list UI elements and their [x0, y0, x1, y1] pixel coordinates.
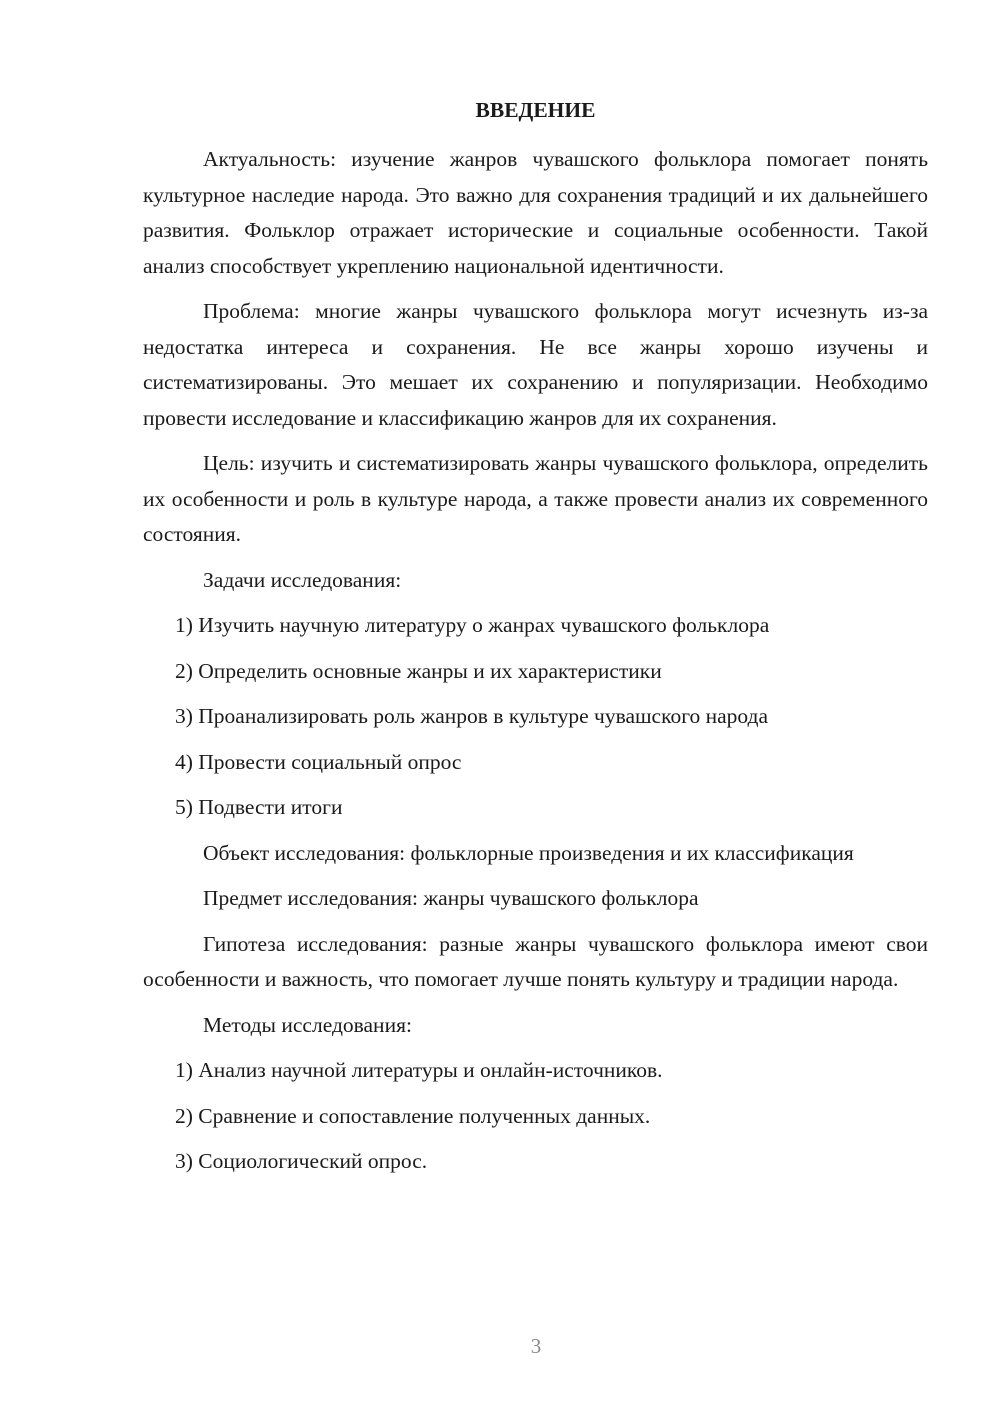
hypothesis-paragraph: Гипотеза исследования: разные жанры чувашского фольклора имеют свои особенности и важность, что помогает лучше понять культуру и традиции народа.: [143, 931, 928, 991]
goal-paragraph: Цель: изучить и систематизировать жанры чувашского фольклора, определить их особенности и роль в культуре народа, а также провести анализ их современного состояния.: [143, 451, 928, 546]
list-item: 2) Сравнение и сопоставление полученных данных.: [175, 1103, 651, 1128]
list-item: 3) Проанализировать роль жанров в культуре чувашского народа: [175, 704, 769, 728]
list-item: 3) Социологический опрос.: [175, 1149, 428, 1173]
list-item: 4) Провести социальный опрос: [175, 749, 462, 774]
list-item: 1) Изучить научную литературу о жанрах чувашского фольклора: [175, 613, 770, 637]
list-item: 1) Анализ научной литературы и онлайн-источников.: [175, 1058, 663, 1082]
page-number: 3: [530, 1334, 542, 1358]
document-page: [143, 96, 928, 1190]
tasks-list: [143, 608, 928, 826]
page-title: ВВЕДЕНИЕ: [475, 98, 596, 122]
methods-label: Методы исследования:: [203, 1012, 412, 1037]
subject-paragraph: Предмет исследования: жанры чувашского фольклора: [203, 886, 699, 910]
list-item: 2) Определить основные жанры и их характеристики: [175, 658, 662, 683]
relevance-paragraph: Актуальность: изучение жанров чувашского фольклора помогает понять культурное наследие народа. Это важно для сохранения традиций и их дальнейшего развития. Фольклор отражает исторические и социальные особенности. Такой анализ способствует укреплению национальной идентичности.: [143, 147, 928, 278]
object-paragraph: Объект исследования: фольклорные произведения и их классификация: [203, 840, 854, 865]
methods-list: [143, 1053, 928, 1180]
problem-paragraph: Проблема: многие жанры чувашского фольклора могут исчезнуть из-за недостатка интереса и сохранения. Не все жанры хорошо изучены и систематизированы. Это мешает их сохранению и популяризации. Необходимо провести исследование и классификацию жанров для их сохранения.: [143, 299, 928, 430]
tasks-label: Задачи исследования:: [203, 567, 402, 592]
list-item: 5) Подвести итоги: [175, 795, 343, 819]
